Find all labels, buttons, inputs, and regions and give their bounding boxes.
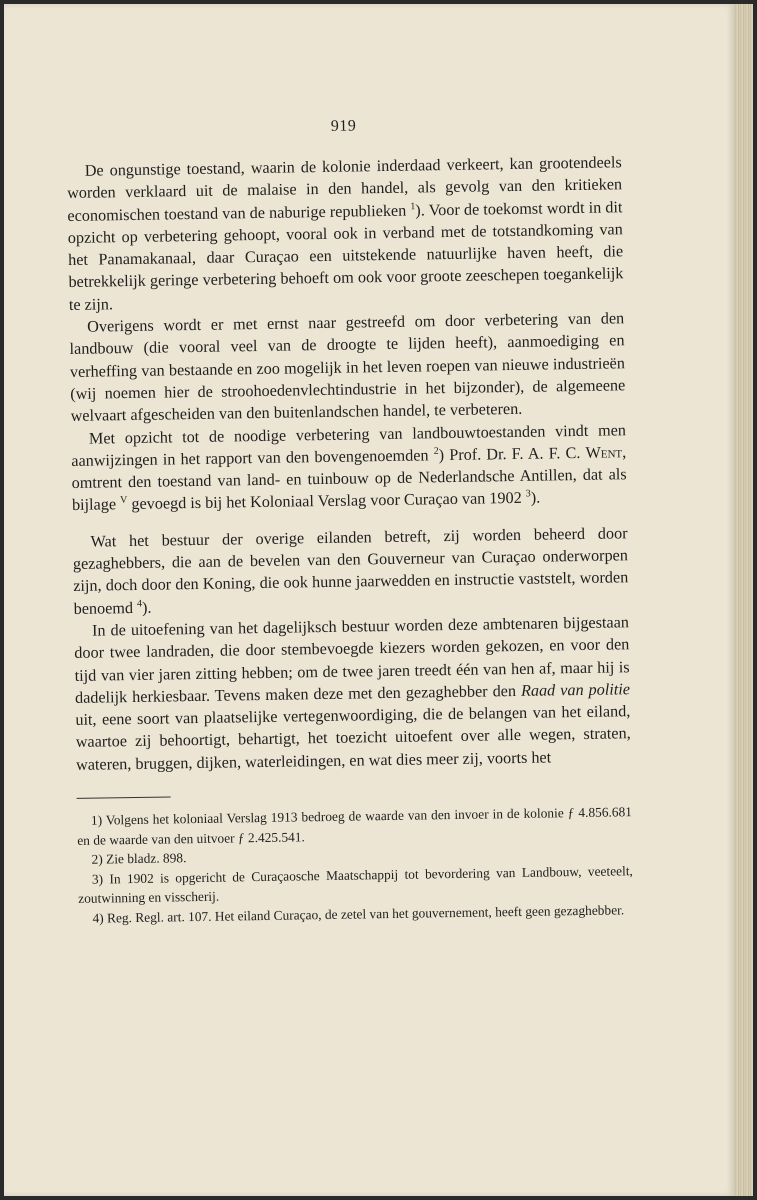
- body-text: [67, 151, 632, 776]
- body-paragraph: [67, 151, 624, 316]
- footnote-ref: 2: [433, 445, 439, 457]
- body-paragraph: [72, 522, 628, 620]
- body-paragraph: [69, 307, 626, 427]
- text-run: De ongunstige toestand, waarin de kolonie inderdaad verkeert, kan grootendeels worden verklaard uit de malaise in den handel, als gevolg van den kritieken economischen toestand van de naburige republieken: [66, 153, 623, 225]
- text-run: , omtrent den toestand van land- en tuinbouw op de Nederlandsche Antillen, dat als bijlage: [71, 443, 627, 515]
- text-run: ).: [530, 489, 541, 508]
- text-run: ).: [141, 598, 152, 617]
- footnote-4: 4) Reg. Regl. art. 107. Het eiland Curaçao, de zetel van het gouvernement, heeft geen gezaghebber.: [92, 902, 625, 926]
- text-run: Overigens wordt er met ernst naar gestreefd om door verbetering van den landbouw (die vooral veel van de droogte te lijden heeft), aanmoediging en verheffing van bestaande en zoo mogelijk in het leven roepen van nieuwe industrieën (wij noemen hier de stroohoedenvlechtindustrie in het bijzonder), de algemeene welvaart afgescheiden van den buitenlandschen handel, te verbeteren.: [69, 309, 626, 426]
- text-run: ). Voor de toekomst wordt in dit opzicht op verbetering gehoopt, vooral ook in verband met de totstandkoming van het Panamakanaal, daar Curaçao een uitstekende natuurlijke haven heeft, die betrekkelijk geringe verbetering behoeft om ook voor groote zeeschepen toegankelijk te zijn.: [67, 197, 624, 314]
- footnote-ref: V: [119, 495, 128, 507]
- footnote-ref: 4: [136, 598, 143, 610]
- text-run: ) Prof. Dr. F. A. F. C.: [438, 443, 586, 465]
- text-run: gevoegd is bij het Koloniaal Verslag voor Curaçao van 1902: [127, 489, 526, 514]
- body-paragraph: [74, 611, 631, 776]
- text-run: Wat het bestuur der overige eilanden betreft, zij worden beheerd door gezaghebbers, die aan de bevelen van den Gouverneur van Curaçao onderworpen zijn, doch door den Koning, die ook hunne jaarwedden en instructie vaststelt, worden benoemd: [72, 523, 629, 618]
- footnote-divider: [77, 796, 171, 798]
- footnote-ref: 1: [410, 200, 416, 212]
- footnote-2: 2) Zie bladz. 898.: [91, 850, 187, 867]
- body-paragraph: [71, 419, 627, 517]
- author-name: Went: [585, 443, 623, 462]
- footnote-ref: 3: [525, 488, 531, 500]
- footnote-1: 1) Volgens het koloniaal Verslag 1913 bedroeg de waarde van den invoer in de kolonie ƒ 4.856.681 en de waarde van den uitvoer ƒ 2.425.541.: [77, 804, 633, 848]
- text-block: [66, 113, 634, 928]
- page-edge: [734, 4, 753, 1196]
- footnote-3: 3) In 1902 is opgericht de Curaçaosche Maatschappij tot bevordering van Landbouw, veeteelt, zoutwinning en visscherij.: [78, 862, 633, 907]
- page-number: 919: [330, 117, 357, 135]
- book-page: [4, 4, 734, 1196]
- text-run: In de uitoefening van het dagelijksch bestuur worden deze ambtenaren bijgestaan door twee landraden, die door stembevoegde kiezers worden gekozen, en voor den tijd van vier jaren zitting hebben; om de twee jaren treedt één van hen af, maar hij is dadelijk herkiesbaar. Tevens maken deze met den gezaghebber den: [74, 613, 630, 707]
- footnotes: [77, 802, 634, 928]
- italic-term: Raad van politie: [520, 680, 631, 700]
- text-run: Met opzicht tot de noodige verbetering van landbouwtoestanden vindt men aanwijzingen in het rapport van den bovengenoemden: [71, 420, 627, 470]
- text-run: uit, eene soort van plaatselijke vertegenwoordiging, die de belangen van het eiland, waartoe zij behoortigt, behartigt, het toezicht uitoefent over alle wegen, straten, wateren, bruggen, dijken, waterleidingen, en wat dies meer zij, voorts het: [75, 702, 631, 774]
